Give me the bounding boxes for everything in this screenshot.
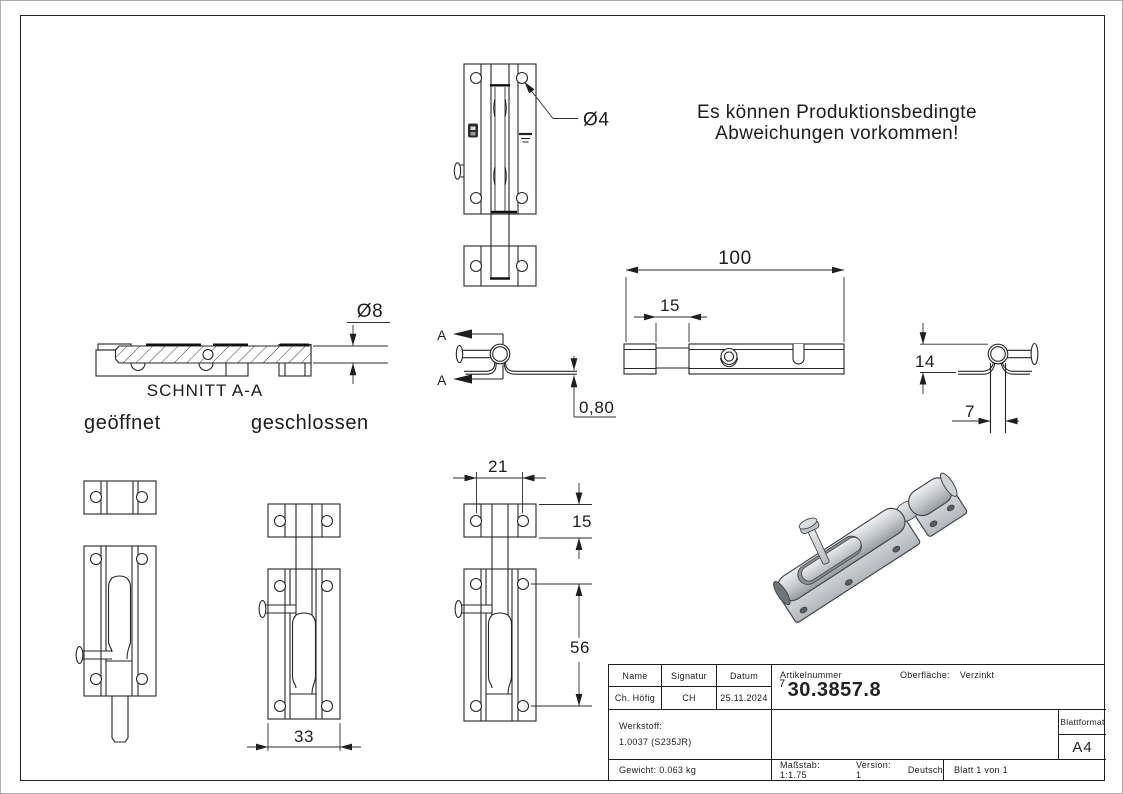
blatt-cell [944, 760, 1106, 780]
artikelnummer-cell [772, 665, 1106, 710]
name-label-cell [609, 665, 662, 687]
dim-body-width: 33 [293, 727, 315, 746]
production-notice [656, 102, 1018, 144]
oberflaeche-label: Oberfläche: [900, 670, 950, 680]
dim-height: 14 [914, 352, 936, 371]
view-side-right [915, 323, 1038, 433]
oberflaeche-value: Verzinkt [959, 670, 995, 680]
datum-value-cell [717, 687, 772, 710]
name-label: Name [622, 670, 648, 681]
signatur-label-cell [662, 665, 717, 687]
dim-dia8: Ø8 [356, 301, 384, 322]
datum-label-cell [717, 665, 772, 687]
knob-top-view [454, 163, 460, 179]
name-value-cell [609, 687, 662, 710]
dim-dia4: Ø4 [583, 109, 610, 131]
datum-label: Datum [729, 670, 758, 681]
bolt-tip [112, 738, 128, 742]
notice-line2: Abweichungen vorkommen! [715, 123, 959, 144]
signatur-value: CH [682, 693, 696, 703]
view-side-left [437, 328, 616, 417]
sprache-value: Deutsch [907, 765, 943, 775]
artikelnummer-value [779, 678, 881, 702]
artikelnummer-label: Artikelnummer [780, 670, 842, 680]
label-closed: geschlossen [251, 412, 369, 434]
knob-side-view-right [1031, 344, 1038, 365]
massstab-cell [772, 760, 944, 780]
dim-bolt-width: 7 [964, 402, 976, 421]
view-front-open [76, 481, 156, 742]
artikelnummer-sup: 7 [779, 678, 786, 690]
dim-length-total: 100 [718, 248, 752, 269]
view-top-plan [454, 64, 609, 286]
signatur-label: Signatur [671, 670, 707, 681]
version-value: Version: 1 [855, 760, 891, 780]
view-front-closed [247, 504, 361, 751]
section-marker-top: A [437, 328, 447, 343]
dim-hole-spacing-v: 56 [569, 638, 591, 657]
blattformat-label-cell [1059, 710, 1106, 735]
view-bottom [624, 248, 844, 374]
datum-value: 25.11.2024 [720, 693, 768, 703]
view-section-aa [96, 301, 390, 400]
knob-front-open [76, 647, 83, 664]
blattformat-value: A4 [1072, 738, 1093, 756]
knob-side-view [456, 346, 462, 363]
empty-cell [772, 710, 1059, 760]
blatt-value: Blatt 1 von 1 [954, 765, 1008, 775]
title-block [608, 664, 1105, 781]
signatur-value-cell [662, 687, 717, 710]
massstab-value: Maßstab: 1:1.75 [780, 760, 820, 780]
knob-front-dimensioned [455, 601, 462, 618]
section-label: SCHNITT A-A [146, 381, 264, 400]
section-marker-bottom: A [437, 373, 447, 388]
dim-thickness: 0,80 [579, 398, 615, 417]
werkstoff-value: 1.0037 (S235JR) [619, 737, 692, 747]
knob-front-closed [259, 601, 266, 618]
artikelnummer-number: 30.3857.8 [787, 679, 882, 701]
dim-keeper-height: 15 [571, 512, 593, 531]
label-open: geöffnet [84, 412, 161, 434]
blattformat-value-cell [1059, 735, 1106, 760]
blattformat-label: Blattformat [1060, 717, 1105, 727]
dim-hole-spacing-h: 21 [487, 457, 509, 476]
werkstoff-label: Werkstoff: [619, 721, 663, 731]
name-value: Ch. Höfig [614, 693, 656, 703]
oberflaeche-wrap [900, 670, 994, 680]
gewicht-value: Gewicht: 0.063 kg [619, 765, 697, 775]
gewicht-cell [609, 760, 772, 780]
dim-keeper-gap: 15 [659, 296, 681, 315]
view-isometric [751, 441, 971, 624]
notice-line1: Es können Produktionsbedingte [697, 102, 977, 123]
view-front-dimensioned [453, 457, 592, 721]
werkstoff-cell [609, 710, 772, 760]
